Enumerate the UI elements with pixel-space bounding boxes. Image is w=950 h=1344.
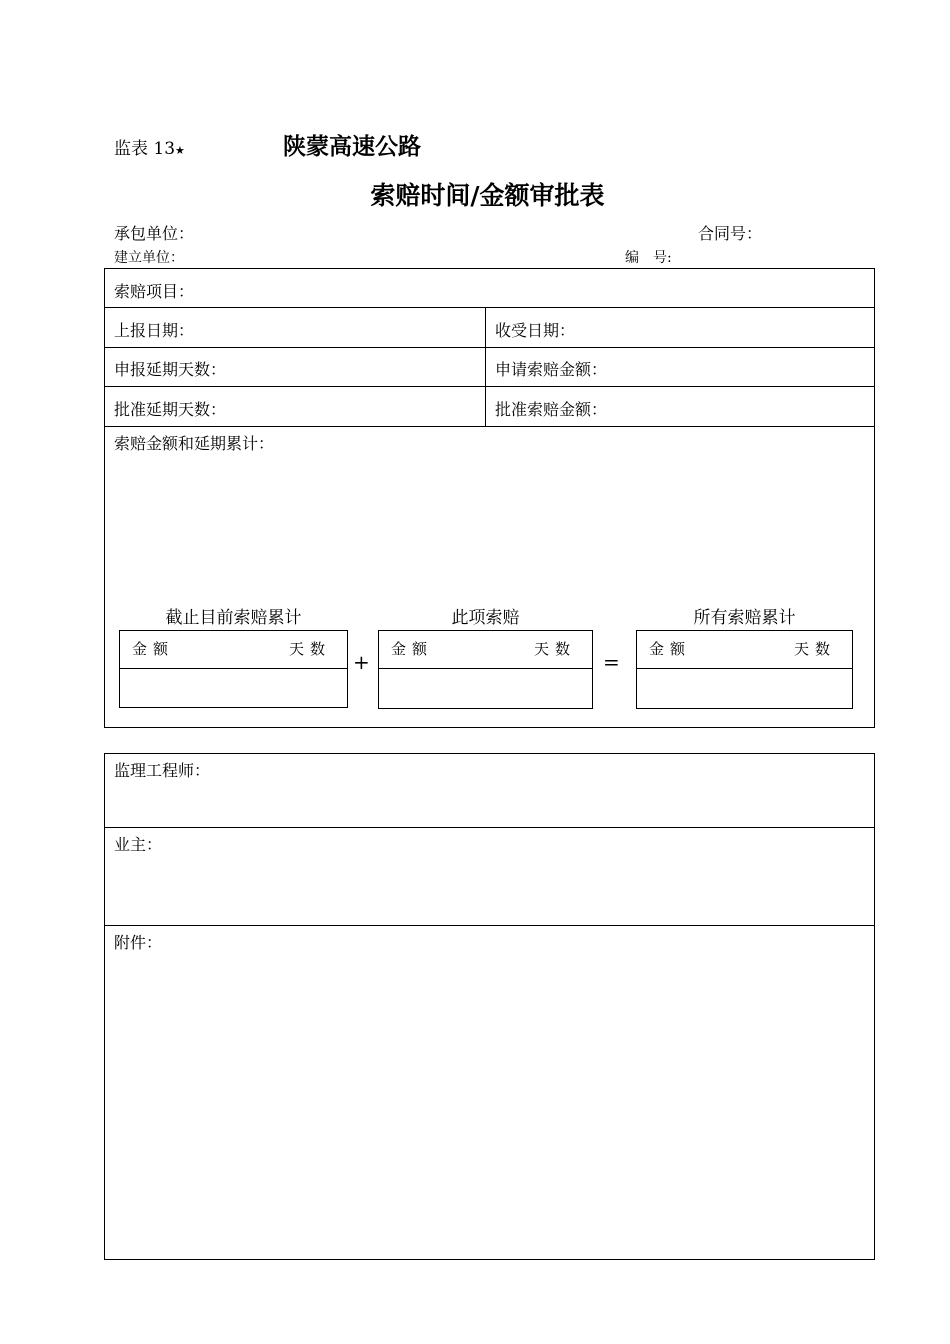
group-title-this-claim: 此项索赔 (451, 608, 520, 628)
engineer-label: 监理工程师： (114, 761, 211, 780)
days-header: 天数 (533, 640, 576, 658)
claim-item-label: 索赔项目： (114, 282, 195, 301)
report-date-label: 上报日期： (114, 321, 195, 340)
contract-no-label: 合同号： (698, 224, 763, 243)
days-header: 天数 (288, 640, 331, 658)
days-header: 天数 (793, 640, 836, 658)
receive-date-label: 收受日期： (495, 321, 576, 340)
form-code: 监表 13★ (114, 139, 185, 159)
group-title-to-date: 截止目前索赔累计 (165, 608, 302, 628)
amount-header: 金额 (132, 640, 175, 658)
sum-box-this-claim (378, 630, 593, 709)
equals-sign: = (603, 650, 620, 674)
approval-table (104, 753, 875, 1260)
page-title: 索赔时间/金额审批表 (370, 181, 605, 210)
serial-no-label: 编 号: (625, 250, 672, 266)
apply-amount-label: 申请索赔金额： (495, 360, 608, 379)
approve-amount-label: 批准索赔金额： (495, 400, 608, 419)
apply-days-label: 申报延期天数： (114, 360, 227, 379)
plus-sign: + (353, 650, 370, 674)
sum-box-to-date (119, 630, 348, 708)
contractor-label: 承包单位： (114, 224, 195, 243)
approve-days-label: 批准延期天数： (114, 400, 227, 419)
owner-label: 业主： (114, 835, 163, 854)
cumulative-label: 索赔金额和延期累计： (114, 434, 275, 453)
amount-header: 金额 (649, 640, 692, 658)
sum-box-all-claims (636, 630, 853, 709)
project-name: 陕蒙高速公路 (283, 134, 421, 160)
attachments-label: 附件： (114, 933, 163, 952)
group-title-all-claims: 所有索赔累计 (693, 608, 796, 628)
star-mark: ★ (175, 144, 185, 157)
amount-header: 金额 (391, 640, 434, 658)
builder-label: 建立单位： (114, 250, 184, 266)
